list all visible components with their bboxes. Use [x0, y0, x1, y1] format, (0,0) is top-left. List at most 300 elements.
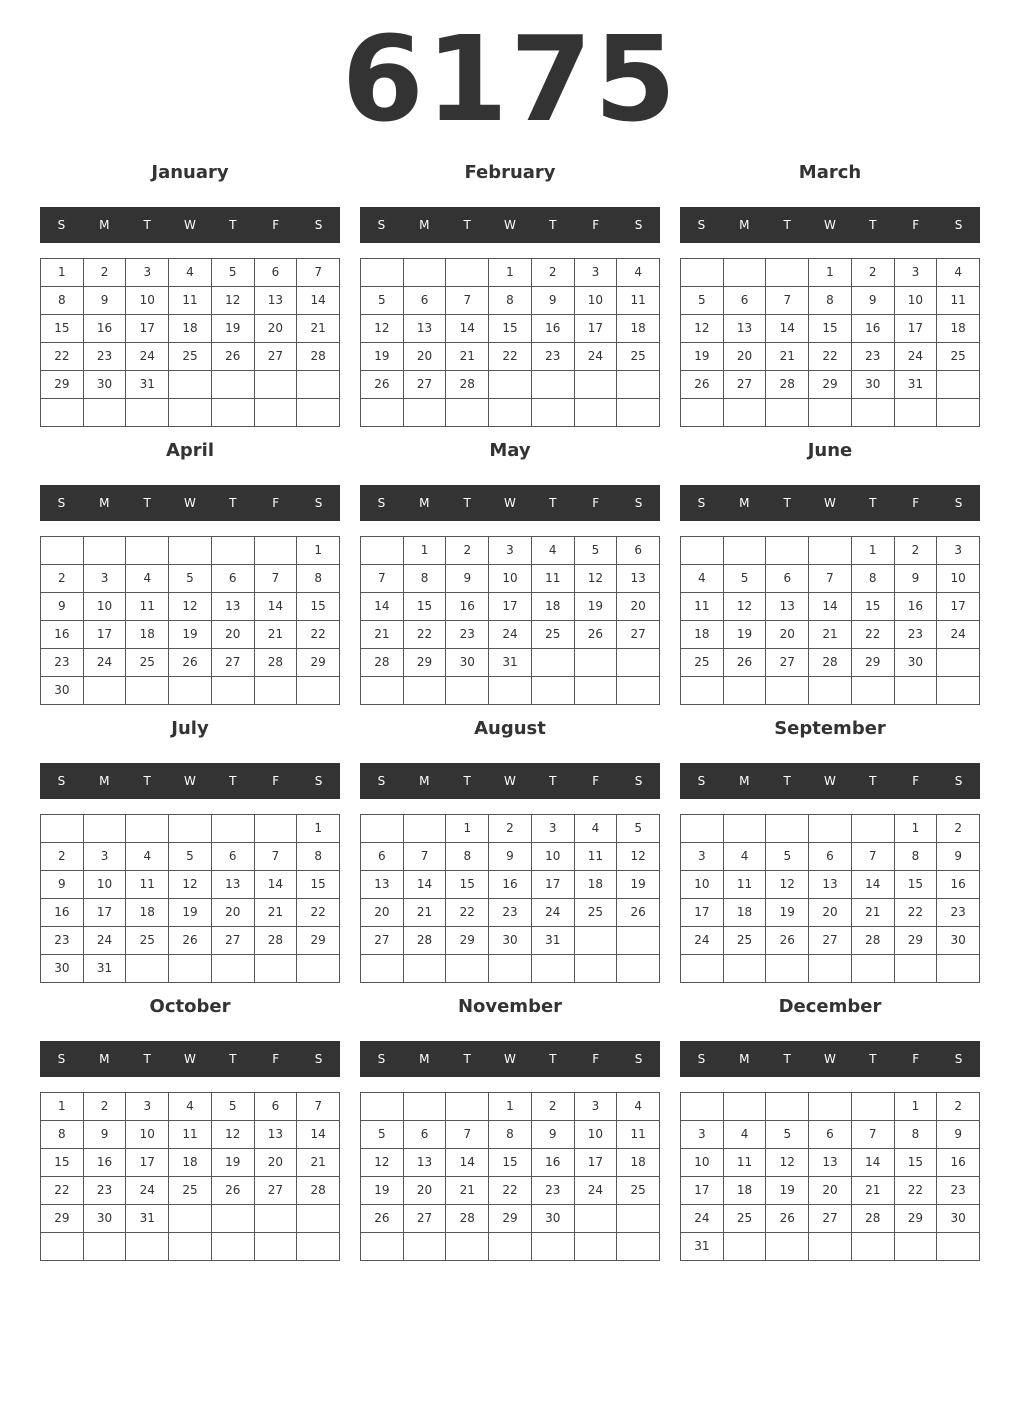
weekday-label: S — [57, 774, 66, 788]
day-cell: 10 — [84, 871, 127, 899]
day-cell: 26 — [681, 371, 724, 399]
day-cell: 23 — [937, 1177, 980, 1205]
day-cell — [489, 371, 532, 399]
day-cell: 8 — [895, 843, 938, 871]
weekday-header — [680, 485, 980, 521]
day-cell: 3 — [126, 259, 169, 287]
day-cell: 4 — [575, 815, 618, 843]
day-cell: 8 — [297, 565, 340, 593]
day-cell — [766, 1093, 809, 1121]
day-cell: 25 — [937, 343, 980, 371]
day-cell: 1 — [489, 259, 532, 287]
day-cell: 30 — [489, 927, 532, 955]
weekday-label: M — [739, 774, 750, 788]
day-cell: 2 — [532, 259, 575, 287]
day-cell: 12 — [169, 871, 212, 899]
day-cell — [681, 537, 724, 565]
weekday-header — [40, 1041, 340, 1077]
day-cell: 3 — [532, 815, 575, 843]
day-cell: 13 — [255, 287, 298, 315]
day-cell: 11 — [169, 1121, 212, 1149]
day-cell — [297, 399, 340, 427]
day-cell — [489, 399, 532, 427]
day-cell: 1 — [809, 259, 852, 287]
weekday-label: S — [634, 1052, 643, 1066]
month-calendar-november — [360, 984, 660, 1258]
day-cell: 30 — [937, 927, 980, 955]
day-cell — [575, 371, 618, 399]
day-cell: 5 — [724, 565, 767, 593]
day-cell — [126, 399, 169, 427]
day-cell: 28 — [255, 927, 298, 955]
day-cell: 9 — [41, 871, 84, 899]
day-cell: 29 — [41, 1205, 84, 1233]
day-cell — [809, 1233, 852, 1261]
day-cell: 22 — [446, 899, 489, 927]
weekday-label: F — [912, 774, 920, 788]
day-cell: 27 — [361, 927, 404, 955]
day-cell: 13 — [404, 1149, 447, 1177]
day-cell — [404, 677, 447, 705]
day-cell — [681, 1093, 724, 1121]
month-calendar-january — [40, 150, 340, 424]
day-cell — [617, 955, 660, 983]
day-cell — [937, 649, 980, 677]
month-name: April — [165, 440, 215, 461]
day-cell — [895, 955, 938, 983]
day-cell: 30 — [852, 371, 895, 399]
day-cell — [361, 677, 404, 705]
day-cell: 18 — [681, 621, 724, 649]
day-cell — [297, 371, 340, 399]
day-cell: 8 — [895, 1121, 938, 1149]
day-cell — [724, 677, 767, 705]
day-cell: 6 — [212, 565, 255, 593]
day-cell: 6 — [212, 843, 255, 871]
day-cell: 16 — [532, 315, 575, 343]
day-cell — [617, 1205, 660, 1233]
weekday-label: S — [314, 1052, 323, 1066]
day-cell — [681, 259, 724, 287]
weekday-label: T — [143, 774, 151, 788]
day-cell — [766, 537, 809, 565]
day-cell: 27 — [809, 927, 852, 955]
weekday-label: F — [592, 218, 600, 232]
day-cell: 24 — [575, 343, 618, 371]
day-cell — [169, 815, 212, 843]
day-cell: 29 — [297, 649, 340, 677]
day-cell: 20 — [212, 899, 255, 927]
day-cell: 13 — [766, 593, 809, 621]
weekday-header — [680, 763, 980, 799]
day-cell: 16 — [489, 871, 532, 899]
day-cell: 17 — [575, 315, 618, 343]
day-cell: 14 — [809, 593, 852, 621]
day-cell — [724, 259, 767, 287]
day-cell — [809, 815, 852, 843]
day-cell: 25 — [724, 927, 767, 955]
day-cell — [766, 1233, 809, 1261]
day-cell: 13 — [404, 315, 447, 343]
day-cell: 18 — [532, 593, 575, 621]
day-cell: 11 — [617, 1121, 660, 1149]
day-cell: 20 — [255, 1149, 298, 1177]
day-cell: 8 — [489, 1121, 532, 1149]
day-cell — [255, 537, 298, 565]
day-cell: 17 — [895, 315, 938, 343]
day-cell: 6 — [404, 1121, 447, 1149]
day-cell: 13 — [255, 1121, 298, 1149]
day-cell — [361, 815, 404, 843]
day-cell — [84, 537, 127, 565]
day-cell: 24 — [575, 1177, 618, 1205]
weekday-label: S — [697, 496, 706, 510]
day-cell: 26 — [169, 927, 212, 955]
weekday-label: T — [549, 1052, 557, 1066]
weekday-label: T — [463, 496, 471, 510]
day-cell: 10 — [489, 565, 532, 593]
day-cell: 21 — [446, 343, 489, 371]
day-cell: 21 — [852, 899, 895, 927]
day-cell: 10 — [895, 287, 938, 315]
day-cell — [255, 815, 298, 843]
day-cell: 26 — [575, 621, 618, 649]
weekday-label: W — [184, 218, 196, 232]
day-cell — [126, 815, 169, 843]
day-cell: 29 — [895, 927, 938, 955]
day-cell — [575, 1205, 618, 1233]
day-cell — [724, 537, 767, 565]
day-cell: 20 — [809, 1177, 852, 1205]
weekday-label: M — [739, 1052, 750, 1066]
day-cell: 16 — [895, 593, 938, 621]
weekday-label: M — [99, 218, 110, 232]
day-cell: 6 — [809, 1121, 852, 1149]
day-cell — [724, 815, 767, 843]
day-cell: 20 — [766, 621, 809, 649]
day-cell: 11 — [937, 287, 980, 315]
day-cell: 5 — [169, 565, 212, 593]
weekday-label: S — [314, 774, 323, 788]
day-cell: 22 — [41, 1177, 84, 1205]
day-cell — [852, 1233, 895, 1261]
day-cell: 4 — [724, 843, 767, 871]
day-cell: 18 — [169, 1149, 212, 1177]
day-cell: 24 — [84, 927, 127, 955]
day-cell: 13 — [617, 565, 660, 593]
day-cell: 4 — [532, 537, 575, 565]
day-cell: 15 — [809, 315, 852, 343]
weekday-label: F — [272, 218, 280, 232]
day-cell: 11 — [724, 1149, 767, 1177]
day-cell — [212, 677, 255, 705]
day-cell: 15 — [41, 1149, 84, 1177]
weekday-label: S — [954, 1052, 963, 1066]
weekday-label: S — [57, 218, 66, 232]
day-cell: 13 — [212, 593, 255, 621]
day-cell: 1 — [489, 1093, 532, 1121]
day-cell: 14 — [852, 1149, 895, 1177]
day-cell: 9 — [532, 1121, 575, 1149]
day-cell: 9 — [852, 287, 895, 315]
day-cell: 12 — [361, 1149, 404, 1177]
day-cell: 14 — [446, 315, 489, 343]
day-cell: 4 — [126, 565, 169, 593]
day-cell: 2 — [532, 1093, 575, 1121]
month-name: January — [151, 162, 229, 183]
day-cell: 7 — [446, 1121, 489, 1149]
day-grid — [680, 1092, 980, 1261]
day-cell: 16 — [84, 1149, 127, 1177]
day-cell — [404, 955, 447, 983]
weekday-label: W — [184, 1052, 196, 1066]
weekday-label: T — [463, 1052, 471, 1066]
day-cell: 21 — [766, 343, 809, 371]
day-cell: 22 — [895, 899, 938, 927]
day-cell: 20 — [617, 593, 660, 621]
year-title: 6175 — [341, 10, 679, 148]
day-cell: 21 — [404, 899, 447, 927]
day-cell: 19 — [575, 593, 618, 621]
day-cell — [895, 399, 938, 427]
day-cell — [575, 927, 618, 955]
weekday-label: F — [592, 774, 600, 788]
day-cell: 2 — [84, 259, 127, 287]
day-cell: 7 — [404, 843, 447, 871]
day-cell: 14 — [297, 1121, 340, 1149]
day-cell — [126, 677, 169, 705]
day-cell: 19 — [212, 1149, 255, 1177]
day-cell — [446, 1093, 489, 1121]
day-cell: 3 — [126, 1093, 169, 1121]
day-cell: 15 — [446, 871, 489, 899]
day-cell — [212, 815, 255, 843]
day-cell: 1 — [41, 1093, 84, 1121]
day-cell — [84, 815, 127, 843]
day-cell — [41, 1233, 84, 1261]
day-cell — [937, 1233, 980, 1261]
weekday-label: M — [99, 774, 110, 788]
day-cell: 4 — [937, 259, 980, 287]
day-cell — [617, 927, 660, 955]
day-cell: 27 — [255, 343, 298, 371]
day-cell — [575, 1233, 618, 1261]
day-cell: 12 — [724, 593, 767, 621]
weekday-label: T — [229, 496, 237, 510]
day-cell: 17 — [937, 593, 980, 621]
day-cell: 6 — [361, 843, 404, 871]
weekday-label: S — [634, 774, 643, 788]
day-cell — [446, 259, 489, 287]
day-cell: 12 — [169, 593, 212, 621]
weekday-label: W — [184, 774, 196, 788]
day-cell: 11 — [126, 593, 169, 621]
weekday-label: T — [143, 218, 151, 232]
weekday-label: W — [824, 774, 836, 788]
day-cell — [361, 259, 404, 287]
day-cell: 28 — [446, 371, 489, 399]
day-cell: 1 — [297, 815, 340, 843]
day-grid — [360, 814, 660, 983]
day-cell — [255, 399, 298, 427]
day-cell — [809, 1093, 852, 1121]
day-cell: 23 — [937, 899, 980, 927]
day-cell: 27 — [404, 1205, 447, 1233]
day-cell — [724, 1093, 767, 1121]
day-cell: 29 — [489, 1205, 532, 1233]
day-cell — [532, 399, 575, 427]
day-cell: 7 — [255, 843, 298, 871]
day-cell — [575, 677, 618, 705]
day-cell: 7 — [446, 287, 489, 315]
weekday-label: M — [419, 496, 430, 510]
day-cell: 26 — [766, 927, 809, 955]
day-cell: 11 — [575, 843, 618, 871]
day-cell — [681, 399, 724, 427]
weekday-label: M — [739, 218, 750, 232]
day-cell — [446, 1233, 489, 1261]
weekday-label: M — [99, 496, 110, 510]
day-cell: 14 — [446, 1149, 489, 1177]
day-cell — [361, 955, 404, 983]
weekday-label: F — [592, 496, 600, 510]
weekday-header — [360, 1041, 660, 1077]
weekday-label: F — [272, 496, 280, 510]
day-cell: 19 — [169, 899, 212, 927]
day-cell: 12 — [212, 287, 255, 315]
day-cell: 17 — [681, 1177, 724, 1205]
day-cell: 6 — [255, 1093, 298, 1121]
day-cell: 26 — [169, 649, 212, 677]
weekday-label: S — [314, 218, 323, 232]
day-cell — [212, 1233, 255, 1261]
day-cell: 6 — [809, 843, 852, 871]
day-cell: 27 — [617, 621, 660, 649]
day-cell: 26 — [617, 899, 660, 927]
month-name: September — [774, 718, 886, 739]
weekday-label: M — [419, 774, 430, 788]
day-cell — [255, 955, 298, 983]
day-cell — [809, 955, 852, 983]
day-cell: 30 — [446, 649, 489, 677]
day-cell: 13 — [212, 871, 255, 899]
day-cell: 24 — [489, 621, 532, 649]
weekday-label: F — [912, 218, 920, 232]
weekday-label: T — [783, 218, 791, 232]
day-cell — [724, 955, 767, 983]
months-grid — [40, 150, 980, 1258]
day-cell: 22 — [809, 343, 852, 371]
day-cell: 28 — [446, 1205, 489, 1233]
weekday-label: T — [229, 774, 237, 788]
day-cell: 15 — [297, 593, 340, 621]
day-cell — [404, 399, 447, 427]
day-cell: 19 — [361, 343, 404, 371]
day-cell: 17 — [532, 871, 575, 899]
day-grid — [40, 536, 340, 705]
day-cell: 30 — [532, 1205, 575, 1233]
day-cell — [297, 955, 340, 983]
day-cell: 16 — [41, 899, 84, 927]
day-cell: 31 — [532, 927, 575, 955]
day-cell: 7 — [361, 565, 404, 593]
day-cell: 26 — [212, 1177, 255, 1205]
day-cell: 15 — [489, 1149, 532, 1177]
day-cell: 27 — [766, 649, 809, 677]
weekday-label: S — [954, 774, 963, 788]
day-cell: 29 — [404, 649, 447, 677]
day-cell: 2 — [852, 259, 895, 287]
day-cell: 25 — [126, 927, 169, 955]
day-cell: 20 — [255, 315, 298, 343]
day-cell: 24 — [681, 927, 724, 955]
day-cell: 31 — [84, 955, 127, 983]
day-cell: 2 — [84, 1093, 127, 1121]
day-cell: 21 — [446, 1177, 489, 1205]
weekday-label: W — [184, 496, 196, 510]
month-calendar-june — [680, 428, 980, 702]
weekday-label: T — [549, 774, 557, 788]
day-grid — [360, 258, 660, 427]
day-cell: 10 — [937, 565, 980, 593]
month-calendar-may — [360, 428, 660, 702]
month-name: February — [464, 162, 556, 183]
day-cell: 10 — [681, 1149, 724, 1177]
day-cell — [212, 371, 255, 399]
day-cell: 3 — [489, 537, 532, 565]
day-cell: 1 — [404, 537, 447, 565]
day-cell — [297, 1205, 340, 1233]
day-cell — [404, 1093, 447, 1121]
day-cell: 27 — [212, 927, 255, 955]
day-cell: 8 — [852, 565, 895, 593]
day-cell: 1 — [895, 815, 938, 843]
day-cell: 9 — [84, 287, 127, 315]
day-cell — [446, 677, 489, 705]
day-cell — [84, 1233, 127, 1261]
day-cell: 29 — [852, 649, 895, 677]
day-cell: 14 — [404, 871, 447, 899]
day-cell: 14 — [852, 871, 895, 899]
day-cell: 26 — [724, 649, 767, 677]
day-cell: 30 — [84, 371, 127, 399]
day-cell — [169, 537, 212, 565]
day-cell — [212, 399, 255, 427]
day-cell: 8 — [297, 843, 340, 871]
day-cell: 20 — [809, 899, 852, 927]
month-name: July — [171, 718, 209, 739]
day-cell: 31 — [126, 1205, 169, 1233]
weekday-label: M — [419, 1052, 430, 1066]
day-cell: 8 — [489, 287, 532, 315]
day-cell — [681, 815, 724, 843]
day-cell: 24 — [532, 899, 575, 927]
day-cell: 28 — [809, 649, 852, 677]
day-cell: 15 — [41, 315, 84, 343]
month-name: March — [798, 162, 862, 183]
day-cell: 1 — [895, 1093, 938, 1121]
day-cell: 7 — [297, 259, 340, 287]
day-cell: 13 — [809, 871, 852, 899]
day-cell: 15 — [404, 593, 447, 621]
day-cell: 12 — [575, 565, 618, 593]
day-grid — [680, 258, 980, 427]
weekday-label: T — [869, 496, 877, 510]
day-cell: 19 — [169, 621, 212, 649]
day-cell: 19 — [617, 871, 660, 899]
day-cell: 3 — [84, 843, 127, 871]
day-cell: 22 — [489, 1177, 532, 1205]
